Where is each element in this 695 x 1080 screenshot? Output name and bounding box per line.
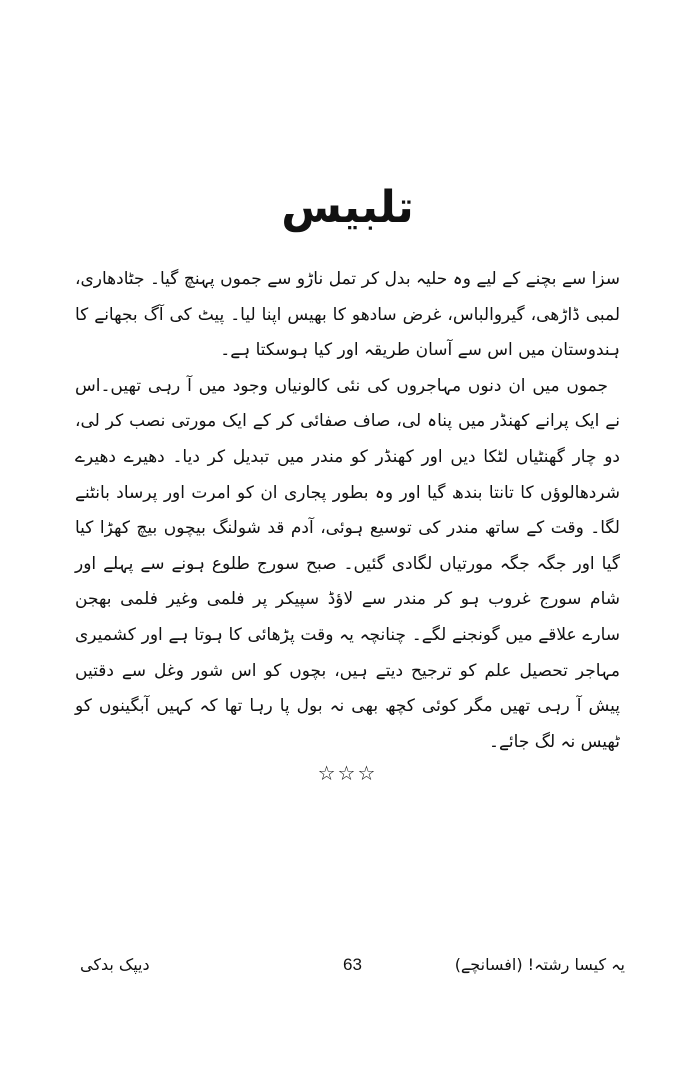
footer-book-title: یہ کیسا رشتہ! (افسانچے) (454, 955, 625, 974)
story-body (75, 262, 620, 760)
story-paragraph-2: جموں میں ان دنوں مہاجروں کی نئی کالونیاں وجود میں آ رہی تھیں۔اس نے ایک پرانے کھنڈر میں پناہ لی، صاف صفائی کر کے ایک مورتی نصب کر لی، دو چار گھنٹیاں لٹکا دیں اور کھنڈر کو مندر میں تبدیل کر دیا۔ دھیرے دھیرے شردھالوؤں کا تانتا بندھ گیا اور وہ بطور پجاری ان کو امرت اور پرساد بانٹنے لگا۔ وقت کے ساتھ مندر کی توسیع ہوئی، آدم قد شولنگ بیچوں بیچ کھڑا کیا گیا اور جگہ جگہ مورتیاں لگادی گئیں۔ صبح سورج طلوع ہونے سے پہلے اور شام سورج غروب ہو کر مندر سے لاؤڈ سپیکر پر فلمی وغیر فلمی بھجن سارے علاقے میں گونجنے لگے۔ چنانچہ یہ وقت پڑھائی کا ہوتا ہے اور کشمیری مہاجر تحصیل علم کو ترجیح دیتے ہیں، بچوں کو اس شور وغل سے دقتیں پیش آ رہی تھیں مگر کوئی کچھ بھی نہ بول پا رہا تھا کہ کہیں آبگینوں کو ٹھیس نہ لگ جائے۔ (75, 375, 620, 752)
story-paragraph-1: سزا سے بچنے کے لیے وہ حلیہ بدل کر تمل ناڑو سے جموں پہنچ گیا۔ جٹادھاری، لمبی ڈاڑھی، گیروالباس، غرض سادھو کا بھیس اپنا لیا۔ پیٹ کی آگ بجھانے کا ہندوستان میں اس سے آسان طریقہ اور کیا ہوسکتا ہے۔ (75, 269, 620, 361)
footer-page-number: 63 (343, 955, 362, 974)
page-footer (80, 950, 625, 980)
story-title: تلبیس (281, 182, 414, 233)
footer-author: دیپک بدکی (80, 955, 150, 974)
section-separator-stars: ☆☆☆ (317, 761, 378, 785)
